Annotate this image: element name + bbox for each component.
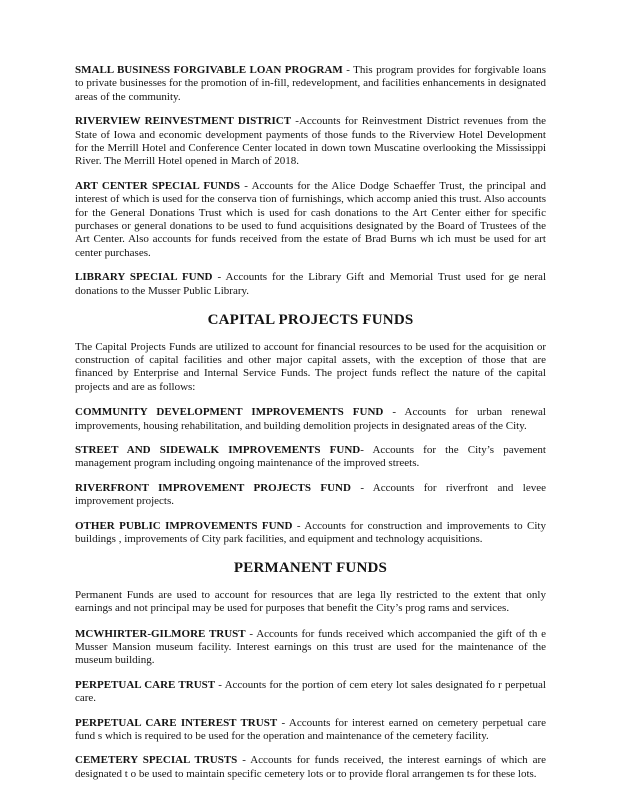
fund-paragraph xyxy=(75,180,546,260)
fund-title: PERPETUAL CARE INTEREST TRUST xyxy=(75,716,278,729)
fund-title: OTHER PUBLIC IMPROVEMENTS FUND xyxy=(75,519,293,532)
fund-body: - Accounts for funds received which accompanied the gift of th e Musser Mansion museum facility. Interest earnings on this trust are used for the maintenance of the museum building. xyxy=(75,627,547,667)
fund-title: LIBRARY SPECIAL FUND xyxy=(75,271,213,284)
permanent-funds-intro: Permanent Funds are used to account for resources that are lega lly restricted to the extent that only earnings and not principal may be used for purposes that benefit the City’s prog rams and services. xyxy=(75,588,546,615)
fund-paragraph xyxy=(75,406,546,433)
fund-title: RIVERVIEW REINVESTMENT DISTRICT xyxy=(75,115,292,128)
fund-title: SMALL BUSINESS FORGIVABLE LOAN PROGRAM xyxy=(75,64,343,76)
fund-paragraph xyxy=(75,754,546,781)
fund-paragraph xyxy=(75,444,546,471)
capital-projects-intro: The Capital Projects Funds are utilized to account for financial resources to be used for the acquisition or construction of capital facilities and other major capital assets, with the exception of those that are financed by Enterprise and Internal Service Funds. The project funds reflect the nature of the capital projects and are as follows: xyxy=(75,340,546,393)
fund-body: - Accounts for the City’s pavement management program including ongoing maintenance of the improved streets. xyxy=(75,443,546,470)
fund-paragraph xyxy=(75,717,546,744)
section-heading-permanent-funds: PERMANENT FUNDS xyxy=(233,560,388,577)
fund-paragraph xyxy=(75,482,546,509)
fund-paragraph xyxy=(75,679,546,706)
fund-title: PERPETUAL CARE TRUST xyxy=(75,678,216,691)
fund-body: - Accounts for the portion of cem etery lot sales designated fo r perpetual care. xyxy=(75,678,546,705)
fund-title: STREET AND SIDEWALK IMPROVEMENTS FUND xyxy=(75,443,361,456)
fund-title: COMMUNITY DEVELOPMENT IMPROVEMENTS FUND xyxy=(75,406,384,419)
fund-paragraph xyxy=(75,520,546,547)
fund-paragraph xyxy=(75,115,546,169)
fund-body: - Accounts for interest earned on cemetery perpetual care fund s which is required to be used for the operation and maintenance of the cemetery facility. xyxy=(75,716,546,743)
fund-title: ART CENTER SPECIAL FUNDS xyxy=(75,179,240,192)
fund-paragraph xyxy=(75,64,546,104)
fund-body: - Accounts for construction and improvements to City buildings , improvements of City park facilities, and equipment and technology acquisitions. xyxy=(75,519,546,545)
fund-body: - Accounts for the Alice Dodge Schaeffer Trust, the principal and interest of which is used for the conserva tion of furnishings, which accomp anied this trust. Also accounts for the General Donations Trust which is used for cash donations to the Art Center either for specific purchases or general donations to be used to fund acquisitions designated by the Board of Trustees of the Art Center. Also accounts for funds received from the estate of Brad Burns wh ich must be used for art center purchases. xyxy=(75,179,546,259)
fund-body: - Accounts for funds received, the interest earnings of which are designated t o be used to maintain specific cemetery lots or to provide floral arrangemen ts for these lots. xyxy=(75,754,546,780)
fund-paragraph xyxy=(75,628,546,668)
fund-title: CEMETERY SPECIAL TRUSTS xyxy=(75,754,238,767)
fund-body: -Accounts for Reinvestment District revenues from the State of Iowa and economic development payments of those funds to the Riverview Hotel Development for the Merrill Hotel and Conference Center located in down town Muscatine overlooking the Mississippi River. The Merrill Hotel opened in March of 2018. xyxy=(75,115,546,168)
fund-paragraph xyxy=(75,271,546,298)
fund-body: - This program provides for forgivable loans to private businesses for the promotion of in-fill, redevelopment, and facilities enhancements in designated areas of the community. xyxy=(75,64,546,103)
fund-title: MCWHIRTER-GILMORE TRUST xyxy=(75,627,246,640)
fund-body: - Accounts for the Library Gift and Memorial Trust used for ge neral donations to the Musser Public Library. xyxy=(75,271,546,297)
fund-title: RIVERFRONT IMPROVEMENT PROJECTS FUND xyxy=(75,481,351,494)
fund-body: - Accounts for urban renewal improvements, housing rehabilitation, and building demolition projects in designated areas of the City. xyxy=(75,406,546,432)
section-heading-capital-projects: CAPITAL PROJECTS FUNDS xyxy=(207,312,414,329)
fund-body: - Accounts for riverfront and levee improvement projects. xyxy=(75,481,546,508)
